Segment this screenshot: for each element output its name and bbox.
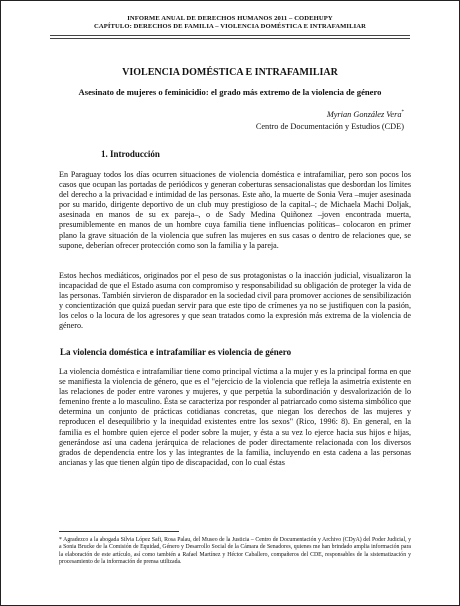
running-header-report: INFORME ANUAL DE DERECHOS HUMANOS 2011 – CODEHUPY [127, 15, 333, 22]
header-rule [50, 35, 410, 36]
footnote-rule [59, 531, 179, 532]
author-name [327, 110, 404, 119]
section-heading-gender-violence: La violencia doméstica e intrafamiliar es violencia de género [60, 347, 292, 357]
author-footnote-mark: * [401, 110, 404, 116]
author-name-text: Myrian González Vera [326, 110, 402, 119]
paragraph-introduction-1: En Paraguay todos los días ocurren situaciones de violencia doméstica e intrafamiliar, pero son pocos los casos que ocupan las portadas de periódicos y generan coberturas sensacionalistas que desbordan los límites del derecho a la privacidad e intimidad de las personas. Este año, la muerte de Sonia Vera –mujer asesinada por su marido, dirigente deportivo de un club muy prestigioso de la capital–; de Michaela Machi Doljak, asesinada en manos de su ex pareja–, o de Sady Medina Quiñonez –joven encontrada muerta, presumiblemente en manos de un hombre cuya familia tiene influencias políticas– colocaron en primer plano la grave situación de la violencia que sufren las mujeres en sus casas o dentro de relaciones que, se supone, deberían ofrecer protección como son la familia y la pareja. [59, 170, 411, 250]
author-organization: Centro de Documentación y Estudios (CDE) [255, 122, 404, 131]
paragraph-introduction-2: Estos hechos mediáticos, originados por el peso de sus protagonistas o la inacción judicial, visualizaron la incapacidad de que el Estado asuma con compromiso y responsabilidad su obligación de proteger la vida de las personas. También sirvieron de disparador en la sociedad civil para promover acciones de sensibilización y concientización que quizá puedan servir para que este tipo de crímenes ya no se justifiquen con la pasión, los celos o la locura de los agresores y que sean tratados como la expresión más extrema de la violencia de género. [59, 271, 411, 331]
footnote-text: * Agradezco a la abogada Silvia López Safi, Rosa Palau, del Museo de la Justicia – Centro de Documentación y Archivo (CDyA) del Poder Judicial, y a Sonia Brucke de la Comisión de Equidad, Género y Desarrollo Social de la Cámara de Senadores, quienes me han brindado amplia información para la elaboración de este artículo, así como también a Rafael Martínez y Héctor Caballero, compañeros del CDE, responsables de la sistematización y procesamiento de la información de prensa utilizada. [59, 537, 411, 566]
paragraph-gender-violence: La violencia doméstica e intrafamiliar tiene como principal víctima a la mujer y es la principal forma en que se manifiesta la violencia de género, que es el "ejercicio de la violencia que refleja la asimetría existente en las relaciones de poder entre varones y mujeres, y que perpetúa la subordinación y desvalorización de lo femenino frente a lo masculino. Ésta se caracteriza por responder al patriarcado como sistema simbólico que determina un conjunto de prácticas cotidianas concretas, que niegan los derechos de las mujeres y reproducen el desequilibrio y la inequidad existentes entre los sexos" (Rico, 1996: 8). En general, en la familia es el hombre quien ejerce el poder sobre la mujer, y ésta a su vez lo ejerce hacia sus hijos e hijas, generándose así una cadena jerárquica de relaciones de poder directamente relacionada con los diversos grados de dependencia entre los y las integrantes de la familia, incluyendo en esta cadena a las personas ancianas y las que tienen algún tipo de discapacidad, con lo cual éstas [59, 367, 411, 467]
section-heading-introduction: 1. Introducción [101, 149, 160, 159]
document-title: VIOLENCIA DOMÉSTICA E INTRAFAMILIAR [122, 67, 338, 78]
document-subtitle: Asesinato de mujeres o feminicidio: el grado más extremo de la violencia de género [78, 87, 382, 97]
running-header-chapter: CAPÍTULO: DERECHOS DE FAMILIA – VIOLENCIA DOMÉSTICA E INTRAFAMILIAR [94, 23, 366, 30]
header-rule-secondary [50, 38, 410, 39]
